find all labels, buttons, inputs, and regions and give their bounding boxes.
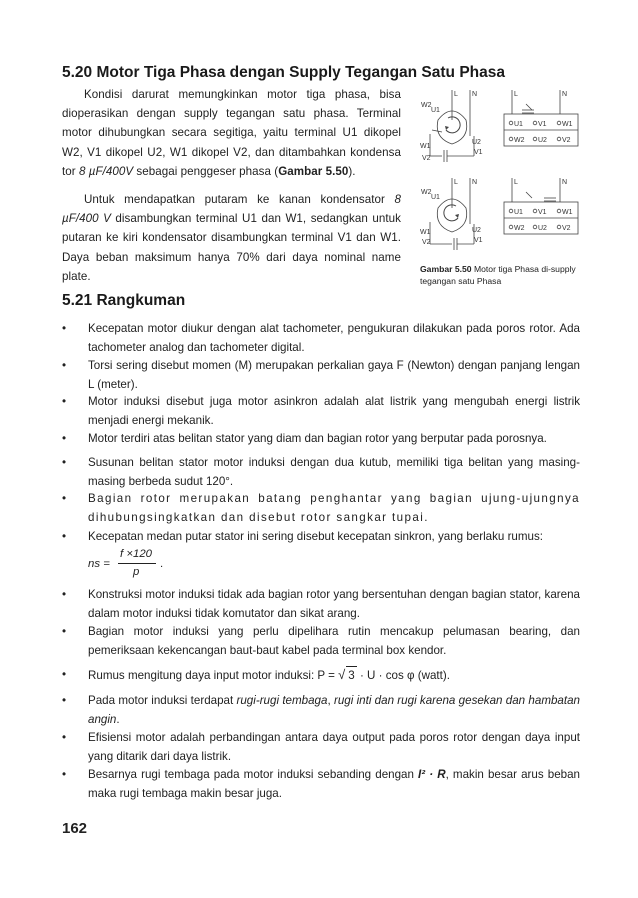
box-top-v1: V1 [538,121,547,128]
bullet-13-text [88,766,580,803]
para1-figure-ref: Gambar 5.50 [278,164,349,178]
bullet-4-text: Motor terdiri atas belitan stator yang diam dan bagian rotor yang berputar pada porosnya. [88,432,547,445]
b10-text-b: · U · cos φ (watt). [356,669,450,682]
bullet-dot: • [62,395,67,408]
bullet-11-text [88,692,580,729]
bullet-dot: • [62,668,67,681]
bullet-dot: • [62,694,67,707]
label-w1: W1 [420,143,431,150]
formula-fraction-bar [118,563,156,564]
bullet-9-text: Bagian motor induksi yang perlu dipelihara rutin mencakup pelumasan bearing, dan pemeriksaan kekencangan baut-baut kabel pada terminal box kendor. [88,625,580,657]
box-top-v1-b: V1 [538,209,547,216]
bullet-dot: • [62,322,67,335]
label-u1: U1 [431,107,440,114]
b10-text-a: Rumus mengitung daya input motor induksi: P = [88,669,339,682]
box-label-l-b: L [514,179,518,186]
bullet-dot: • [62,625,67,638]
label-u2: U2 [472,139,481,146]
label-l: L [454,91,458,98]
b11-italic-2: rugi inti dan rugi karena gesekan dan hambatan angin [88,694,580,726]
label-n-b: N [472,179,478,186]
b11-italic-1: rugi-rugi tembaga [236,694,328,707]
box-label-n: N [562,91,568,98]
section-title-5-21: 5.21 Rangkuman [62,292,186,309]
box-top-u1-b: U1 [514,209,523,216]
box-bottom-v2-b: V2 [562,225,571,232]
label-w2-b: W2 [421,189,432,196]
box-bottom-v2: V2 [562,137,571,144]
box-bottom-w2-b: W2 [514,225,525,232]
box-top-w1: W1 [562,121,573,128]
page-number: 162 [62,820,88,837]
label-n: N [472,91,478,98]
bullet-dot: • [62,456,67,469]
para2-text-a: Untuk mendapatkan putaram ke kanan kondensator [84,193,395,206]
box-top-w1-b: W1 [562,209,573,216]
label-l-b: L [454,179,458,186]
bullet-7-text: Kecepatan medan putar stator ini sering disebut kecepatan sinkron, yang berlaku rumus: [88,530,543,543]
label-v2-b: V2 [422,239,431,246]
label-v2: V2 [422,155,431,162]
bullet-dot: • [62,492,67,505]
b11-end: . [116,712,120,726]
figure-caption [420,264,590,287]
para2-capacitor: 8 µF/400 V [62,193,401,226]
b11-text-a: Pada motor induksi terdapat [88,694,237,707]
paragraph-1 [62,85,401,181]
label-u2-b: U2 [472,227,481,234]
bullet-5-text: Susunan belitan stator motor induksi dengan dua kutub, memiliki tiga belitan yang masing-masing berbeda sudut 120°. [88,456,580,488]
bullet-dot: • [62,768,67,781]
diagram-top [420,90,578,162]
rotation-arrow-cw-icon [446,117,460,133]
box-top-u1: U1 [514,121,523,128]
arrow-head-icon [445,126,449,130]
label-v1: V1 [474,149,483,156]
box-bottom-u2: U2 [538,137,547,144]
formula-lhs: ns = [88,558,110,570]
box-label-l: L [514,91,518,98]
bullet-dot: • [62,731,67,744]
b11-sep: , [327,694,334,707]
para2-text-b: disambungkan terminal U1 dan W1, sedangkan untuk putaran ke kiri kondensator disambungkan terminal V1 dan W1. Daya beban maksimum hanya 70% dari daya nominal name plate. [62,212,401,283]
bullet-8-text: Konstruksi motor induksi tidak ada bagian rotor yang bersentuhan dengan bagian stator, karena dalam motor induksi tidak komutator dan sikat arang. [88,588,580,620]
bullet-dot: • [62,530,67,543]
caption-text: Motor tiga Phasa di-supply tegangan satu Phasa [420,264,576,286]
bullet-dot: • [62,432,67,445]
diagram-bottom [420,178,578,250]
para1-capacitor: 8 µF/400V [78,164,134,178]
figure-5-50 [412,84,582,262]
bullet-2-text: Torsi sering disebut momen (M) merupakan perkalian gaya F (Newton) dengan panjang lengan L (meter). [88,359,580,391]
para1-text-a: Kondisi darurat memungkinkan motor tiga phasa, bisa dioperasikan dengan supply tegangan satu phasa. Terminal motor dihubungkan secara segitiga, yaitu terminal U1 dikopel W2, V1 dikopel U2, W1 dikopel V2, dan ditambahkan kondensa tor [62,88,401,178]
formula-end: . [160,558,164,570]
box-label-n-b: N [562,179,568,186]
bullet-6-text: Bagian rotor merupakan batang penghantar yang bagian ujung-ujungnya dihubungsingkatkan dan disebut rotor sangkar tupai. [88,492,580,524]
label-v1-b: V1 [474,237,483,244]
rotation-arrow-ccw-icon [444,205,458,221]
b10-sqrt: 3 [346,666,356,686]
bullet-1-text: Kecepatan motor diukur dengan alat tachometer, pengukuran dilakukan pada poros rotor. Ada tachometer analog dan tachometer digital. [88,322,580,354]
bullet-dot: • [62,588,67,601]
paragraph-2 [62,190,401,286]
bullet-10-text: Rumus mengitung daya input motor induksi: P = √ 3 · U · cos φ (watt). [88,666,580,686]
arrow-head-icon [455,214,459,218]
b13-formula: I² · R [418,768,446,781]
formula-denominator: p [133,566,140,578]
b13-text-b: , makin besar arus beban maka rugi tembaga makin besar juga. [88,768,580,800]
label-w2: W2 [421,102,432,109]
box-bottom-u2-b: U2 [538,225,547,232]
caption-label: Gambar 5.50 [420,264,472,274]
section-title-5-20: 5.20 Motor Tiga Phasa dengan Supply Tegangan Satu Phasa [62,64,505,81]
label-w1-b: W1 [420,229,431,236]
formula-numerator: f ×120 [120,548,152,560]
para1-text-b: sebagai penggeser phasa ( [133,164,279,178]
label-u1-b: U1 [431,194,440,201]
bullet-12-text: Efisiensi motor adalah perbandingan antara daya output pada poros rotor dengan daya input yang ditarik dari daya listrik. [88,731,580,763]
para1-text-c: ). [348,164,356,178]
b13-text-a: Besarnya rugi tembaga pada motor induksi sebanding dengan [88,768,419,781]
box-bottom-w2: W2 [514,137,525,144]
formula-synchronous-speed [88,546,208,582]
bullet-dot: • [62,359,67,372]
bullet-3-text: Motor induksi disebut juga motor asinkron adalah alat listrik yang mengubah energi listrik menjadi energi mekanik. [88,395,580,427]
